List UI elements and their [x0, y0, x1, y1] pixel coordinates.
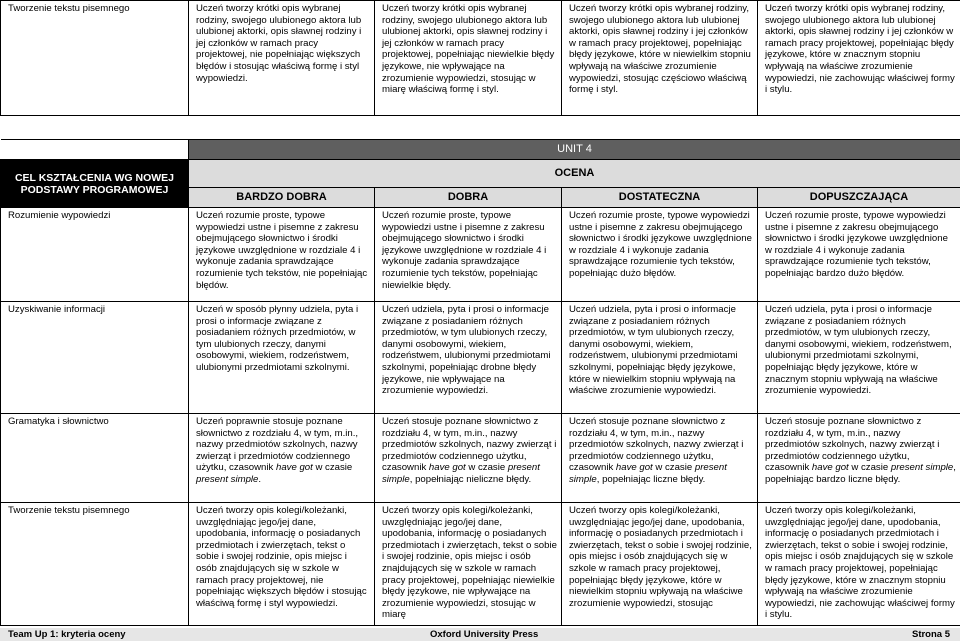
unit-row [1, 140, 960, 160]
row-label: Gramatyka i słownictwo [1, 414, 189, 503]
criteria-cell: Uczeń tworzy krótki opis wybranej rodziny, swojego ulubionego aktora lub ulubionej aktorki, opis sławnej rodziny i jej członków w ramach pracy projektowej, popełniając błędy językowe, które w niewielkim stopniu wpływają na właściwe zrozumienie wypowiedzi, stosując częściowo właściwą formę i styl. [562, 1, 758, 116]
spacer [1, 116, 960, 140]
cell-italic: have got [275, 462, 313, 474]
criteria-cell: Uczeń tworzy opis kolegi/koleżanki, uwzględniając jego/jej dane, upodobania, informację o posiadanych przedmiotach i zwierzętach, tekst o sobie i swojej rodzinie, opis miejsc i osób znajdujących się w szkole w ramach pracy projektowej, popełniając błędy językowe, które w znacznym stopniu wpływają na właściwe zrozumienie wypowiedzi, nie zachowując właściwej formy i stylu. [758, 503, 960, 626]
footer-page-number: Strona 5 [911, 629, 950, 640]
ocena-header: OCENA [189, 160, 960, 188]
criteria-cell: Uczeń tworzy krótki opis wybranej rodziny, swojego ulubionego aktora lub ulubionej aktorki, opis sławnej rodziny i jej członków w ramach pracy projektowej, popełniając niewielkie błędy językowe, nie wpływające na zrozumienie wypowiedzi, stosując w miarę właściwą formę i styl. [375, 1, 562, 116]
criteria-cell: Uczeń udziela, pyta i prosi o informacje związane z posiadaniem różnych przedmiotów, w tym ulubionych rzeczy, danymi osobowymi, wiekiem, rodzeństwem, ulubionymi przedmiotami szkolnymi, popełniając błędy językowe, które w znacznym stopniu wpływają na właściwe zrozumienie wypowiedzi. [758, 302, 960, 414]
footer-title: Team Up 1: kryteria oceny [8, 629, 126, 640]
criteria-cell: Uczeń tworzy krótki opis wybranej rodziny, swojego ulubionego aktora lub ulubionej aktorki, opis sławnej rodziny i jej członków w ramach pracy projektowej, nie popełniając większych błędów i stosując właściwą formę i styl wypowiedzi. [189, 1, 375, 116]
criteria-cell: Uczeń rozumie proste, typowe wypowiedzi ustne i pisemne z zakresu obejmującego słownictwo i środki językowe uwzględnione w rozdziale 4 i wykonuje zadania sprawdzające rozumienie tych tekstów, popełniając dużo błędów. [562, 208, 758, 302]
cell-text: w czasie [465, 462, 508, 474]
cell-text: , popełniając nieliczne błędy. [409, 473, 532, 485]
cell-text: Uczeń stosuje poznane słownictwo z rozdziału 4, w tym, m.in., nazwy przedmiotów szkolnych, nazwy zwierząt i przedmiotów codziennego użytku, czasownik [382, 416, 557, 474]
criteria-cell: Uczeń udziela, pyta i prosi o informacje związane z posiadaniem różnych przedmiotów, w tym ulubionych rzeczy, danymi osobowymi, wiekiem, rodzeństwem, ulubionymi przedmiotami szkolnymi, popełniając błędy językowe, które w niewielkim stopniu wpływają na właściwe zrozumienie wypowiedzi. [562, 302, 758, 414]
table-row [1, 414, 960, 503]
table-row [1, 208, 960, 302]
cell-italic: have got [615, 462, 653, 474]
footer-publisher: Oxford University Press [430, 629, 539, 640]
criteria-cell: Uczeń tworzy krótki opis wybranej rodziny, swojego ulubionego aktora lub ulubionej aktorki, opis sławnej rodziny i jej członków w ramach pracy projektowej, popełniając błędy językowe, które w znacznym stopniu wpływają na właściwe zrozumienie wypowiedzi, nie zachowując właściwej formy i stylu. [758, 1, 960, 116]
cell-italic: have got [428, 462, 466, 474]
cell-text: w czasie [848, 462, 891, 474]
table-row [1, 302, 960, 414]
spacer-row [1, 116, 960, 140]
criteria-cell: Uczeń rozumie proste, typowe wypowiedzi ustne i pisemne z zakresu obejmującego słownictwo i środki językowe uwzględnione w rozdziale 4 i wykonuje zadania sprawdzające rozumienie tych tekstów, popełniając niewielkie błędy. [375, 208, 562, 302]
unit-title: UNIT 4 [189, 140, 960, 160]
criteria-cell: Uczeń udziela, pyta i prosi o informacje związane z posiadaniem różnych przedmiotów, w tym ulubionych rzeczy, danymi osobowymi, wiekiem, rodzeństwem, ulubionymi przedmiotami szkolnymi, popełniając drobne błędy językowe, nie wpływające na zrozumienie wypowiedzi. [375, 302, 562, 414]
cell-italic: present simple [196, 473, 259, 485]
grade-header: BARDZO DOBRA [189, 188, 375, 208]
criteria-cell [562, 414, 758, 503]
cell-text: Uczeń stosuje poznane słownictwo z rozdziału 4, w tym, m.in., nazwy przedmiotów szkolnych, nazwy zwierząt i przedmiotów codziennego użytku, czasownik [765, 416, 940, 474]
criteria-cell: Uczeń rozumie proste, typowe wypowiedzi ustne i pisemne z zakresu obejmującego słownictwo i środki językowe uwzględnione w rozdziale 4 i wykonuje zadania sprawdzające rozumienie tych tekstów, popełniając bardzo dużo błędów. [758, 208, 960, 302]
cell-text: Uczeń stosuje poznane słownictwo z rozdziału 4, w tym, m.in., nazwy przedmiotów szkolnych, nazwy zwierząt i przedmiotów codziennego użytku, czasownik [569, 416, 744, 474]
row-label: Tworzenie tekstu pisemnego [1, 1, 189, 116]
grade-header: DOPUSZCZAJĄCA [758, 188, 960, 208]
cell-text: w czasie [652, 462, 695, 474]
table-row [1, 1, 960, 116]
cell-italic: present simple [382, 462, 540, 485]
criteria-cell: Uczeń tworzy opis kolegi/koleżanki, uwzględniając jego/jej dane, upodobania, informację o posiadanych przedmiotach i zwierzętach, tekst o sobie i swojej rodzinie, opis miejsc i osób znajdujących się w szkole w ramach pracy projektowej, popełniając błędy językowe, które w niewielkim stopniu wpływają na właściwe zrozumienie wypowiedzi, stosując [562, 503, 758, 626]
cell-italic: present simple [569, 462, 727, 485]
row-label: Tworzenie tekstu pisemnego [1, 503, 189, 626]
criteria-cell: Uczeń tworzy opis kolegi/koleżanki, uwzględniając jego/jej dane, upodobania, informację o posiadanych przedmiotach i zwierzętach, tekst o sobie i swojej rodzinie, opis miejsc i osób znajdujących się w szkole w ramach pracy projektowej, nie popełniając większych błędów i stosując właściwą formę i styl wypowiedzi. [189, 503, 375, 626]
criteria-cell: Uczeń tworzy opis kolegi/koleżanki, uwzględniając jego/jej dane, upodobania, informację o posiadanych przedmiotach i zwierzętach, tekst o sobie i swojej rodzinie, opis miejsc i osób znajdujących się w szkole w ramach pracy projektowej, popełniając niewielkie błędy językowe, nie wpływające na zrozumienie wypowiedzi, stosując w miarę [375, 503, 562, 626]
cell-text: , popełniając bardzo liczne błędy. [765, 462, 956, 485]
cell-italic: present simple [890, 462, 954, 474]
table-row [1, 503, 960, 626]
row-label: Rozumienie wypowiedzi [1, 208, 189, 302]
grade-header: DOSTATECZNA [562, 188, 758, 208]
cell-text: , popełniając liczne błędy. [596, 473, 706, 485]
row-label: Uzyskiwanie informacji [1, 302, 189, 414]
grade-header: DOBRA [375, 188, 562, 208]
cell-text: Uczeń poprawnie stosuje poznane słownictwo z rozdziału 4, w tym, m.in., nazwy przedmiotów szkolnych, nazwy zwierząt i przedmiotów codziennego użytku, czasownik [196, 416, 359, 474]
cel-header: CEL KSZTAŁCENIA WG NOWEJ PODSTAWY PROGRAMOWEJ [1, 160, 189, 208]
criteria-cell: Uczeń rozumie proste, typowe wypowiedzi ustne i pisemne z zakresu obejmującego słownictwo i środki językowe uwzględnione w rozdziale 4 i wykonuje zadania sprawdzające rozumienie tych tekstów, nie popełniając błędów. [189, 208, 375, 302]
criteria-cell: Uczeń w sposób płynny udziela, pyta i prosi o informacje związane z posiadaniem różnych przedmiotów, w tym ulubionych rzeczy, danymi osobowymi, wiekiem, rodzeństwem, ulubionymi przedmiotami szkolnymi. [189, 302, 375, 414]
cell-text: w czasie [312, 462, 353, 474]
unit-blank [1, 140, 189, 160]
page-footer [0, 628, 960, 641]
criteria-cell [758, 414, 960, 503]
criteria-cell [189, 414, 375, 503]
criteria-cell [375, 414, 562, 503]
ocena-row [1, 160, 960, 188]
cell-text: . [258, 473, 262, 485]
cell-italic: have got [811, 462, 849, 474]
